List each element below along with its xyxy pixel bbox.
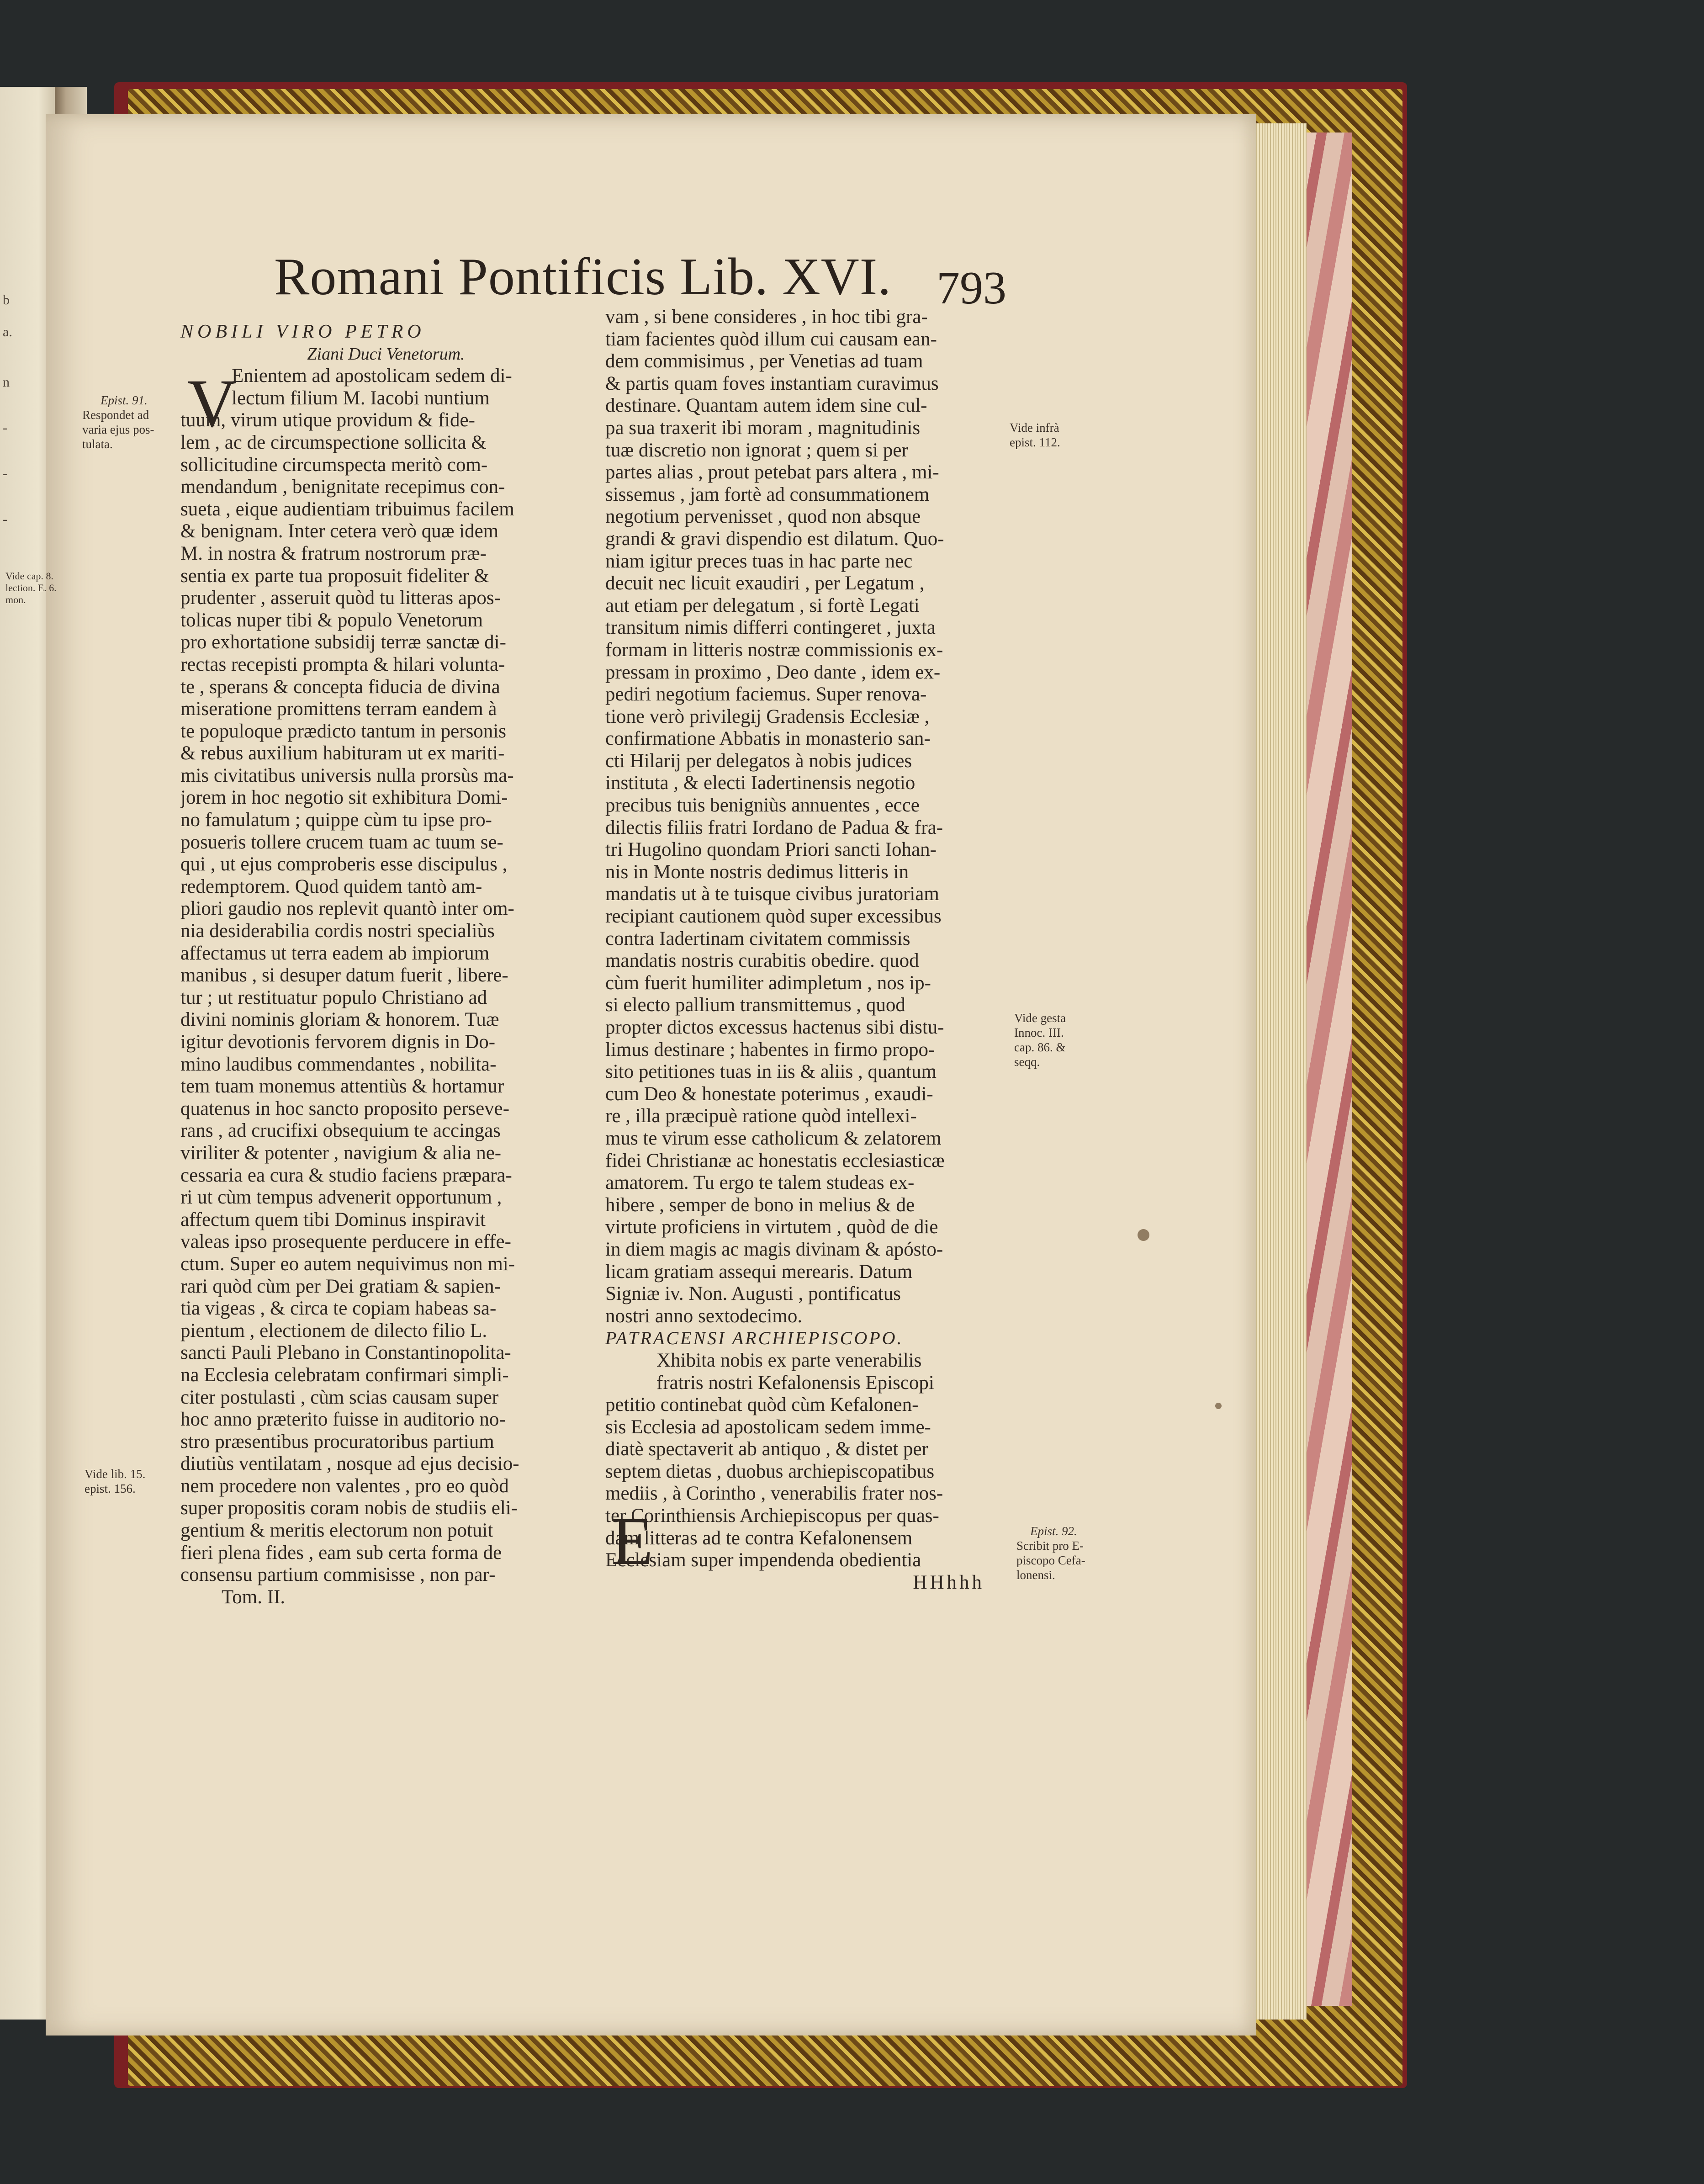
text-line: fieri plena fides , eam sub certa forma de	[180, 1542, 502, 1564]
text-line: super propositis coram nobis de studiis eli-	[180, 1497, 518, 1519]
text-line: si electo pallium transmittemus , quod	[605, 994, 905, 1016]
text-line: sissemus , jam fortè ad consummationem	[605, 483, 930, 505]
margin-note-fragment	[5, 570, 57, 606]
text-line: HHhhh	[913, 1571, 984, 1593]
text-line: sito petitiones tuas in iis & aliis , quantum	[605, 1061, 937, 1083]
text-line: te populoque prædicto tantum in personis	[180, 720, 506, 742]
note-line: Scribit pro E-	[1016, 1539, 1084, 1553]
drop-cap-e: E	[611, 1503, 653, 1579]
text-line: & rebus auxilium habituram ut ex mariti-	[180, 742, 505, 764]
text-line: mendandum , benignitate recepimus con-	[180, 476, 505, 498]
text-line: gentium & meritis electorum non potuit	[180, 1520, 493, 1542]
text-line: prudenter , asseruit quòd tu litteras apos-	[180, 587, 501, 609]
text-line: Xhibita nobis ex parte venerabilis	[656, 1349, 922, 1371]
text-line: affectamus ut terra eadem ab impiorum	[180, 942, 490, 964]
text-line: precibus tuis benigniùs annuentes , ecce	[605, 795, 920, 816]
text-line: petitio continebat quòd cùm Kefalonen-	[605, 1394, 919, 1416]
text-line: mus te virum esse catholicum & zelatorem	[605, 1127, 942, 1149]
text-line: pientum , electionem de dilecto filio L.	[180, 1320, 487, 1341]
text-line: recipiant cautionem quòd super excessibus	[605, 906, 942, 928]
text-line: cùm fuerit humiliter adimpletum , nos ip-	[605, 972, 931, 994]
margin-note-vide-infra	[1010, 420, 1060, 450]
text-line: rectas recepisti prompta & hilari volunta-	[180, 653, 505, 675]
text-line: NOBILI VIRO PETRO	[180, 321, 425, 342]
text-line: tem tuam monemus attentiùs & hortamur	[180, 1076, 504, 1097]
facing-page-fragment: -	[3, 420, 7, 435]
note-line: Vide infrà	[1010, 421, 1059, 435]
text-line: fidei Christianæ ac honestatis ecclesiasticæ	[605, 1150, 945, 1172]
text-line: virtute proficiens in virtutem , quòd de die	[605, 1216, 938, 1238]
text-line: Enientem ad apostolicam sedem di-	[232, 365, 512, 387]
text-line: transitum nimis differri contingeret , juxta	[605, 617, 936, 639]
text-line: sis Ecclesia ad apostolicam sedem imme-	[605, 1416, 931, 1438]
text-line: pressam in proximo , Deo dante , idem ex-	[605, 661, 941, 683]
text-line: qui , ut ejus comproberis esse discipulus ,	[180, 853, 508, 875]
text-line: sueta , eique audientiam tribuimus facilem	[180, 498, 514, 520]
note-line: Epist. 91.	[101, 393, 148, 407]
text-line: M. in nostra & fratrum nostrorum præ-	[180, 542, 487, 564]
text-line: manibus , si desuper datum fuerit , libere-	[180, 965, 508, 986]
note-line: seqq.	[1014, 1055, 1040, 1069]
text-line: Signiæ iv. Non. Augusti , pontificatus	[605, 1283, 901, 1305]
text-line: niam igitur preces tuas in hac parte nec	[605, 550, 913, 572]
text-line: cessaria ea cura & studio faciens præpara-	[180, 1164, 512, 1186]
text-line: partes alias , prout petebat pars altera , mi-	[605, 461, 939, 483]
drop-cap-v: V	[187, 366, 237, 441]
text-line: sancti Pauli Plebano in Constantinopolita-	[180, 1342, 511, 1364]
text-line: pro exhortatione subsidij terræ sanctæ di-	[180, 631, 506, 653]
foxing-spot	[1215, 1403, 1222, 1409]
margin-note-epist-91	[82, 393, 154, 451]
text-line: limus destinare ; habentes in firmo propo-	[605, 1039, 935, 1060]
text-line: tur ; ut restituatur populo Christiano ad	[180, 986, 487, 1008]
text-line: aut etiam per delegatum , si fortè Legati	[605, 594, 920, 616]
text-line: igitur devotionis fervorem dignis in Do-	[180, 1031, 496, 1053]
text-line: redemptorem. Quod quidem tantò am-	[180, 875, 482, 897]
note-line: Vide gesta	[1014, 1011, 1066, 1025]
text-line: dem commisimus , per Venetias ad tuam	[605, 350, 923, 372]
text-line: jorem in hoc negotio sit exhibitura Domi-	[180, 787, 508, 809]
text-line: consensu partium commisisse , non par-	[180, 1564, 496, 1586]
facing-page-fragment: n	[3, 375, 10, 390]
text-line: hibere , semper de bono in melius & de	[605, 1194, 915, 1216]
note-line: mon.	[5, 594, 26, 605]
facing-page-fragment: b	[3, 292, 10, 307]
left-text-column	[180, 321, 592, 1608]
text-line: posueris tollere crucem tuam ac tuum se-	[180, 831, 503, 853]
text-line: & benignam. Inter cetera verò quæ idem	[180, 520, 499, 542]
facing-page-fragment: -	[3, 466, 7, 481]
text-line: contra Iadertinam civitatem commissis	[605, 928, 910, 949]
text-line: nostri anno sextodecimo.	[605, 1305, 803, 1327]
text-line: Tom. II.	[222, 1586, 286, 1608]
text-line: pliori gaudio nos replevit quantò inter om-	[180, 898, 514, 920]
text-line: grandi & gravi dispendio est dilatum. Quo-	[605, 528, 944, 550]
text-line: valeas ipso prosequente perducere in effe-	[180, 1231, 511, 1253]
note-line: cap. 86. &	[1014, 1040, 1066, 1054]
text-line: nis in Monte nostris dedimus litteris in	[605, 861, 909, 883]
text-line: lectum filium M. Iacobi nuntium	[232, 387, 490, 409]
text-line: tuum, virum utique providum & fide-	[180, 409, 475, 431]
text-line: sentia ex parte tua proposuit fideliter &	[180, 565, 489, 587]
margin-note-vide-lib-15	[85, 1467, 145, 1496]
text-line: tia vigeas , & circa te copiam habeas sa-	[180, 1298, 497, 1320]
text-line: sollicitudine circumspecta meritò com-	[180, 454, 488, 476]
text-line: miseratione promittens terram eandem à	[180, 698, 497, 720]
text-line: na Ecclesia celebratam confirmari simpli-	[180, 1364, 509, 1386]
text-line: re , illa præcipuè ratione quòd intellexi-	[605, 1105, 917, 1127]
text-line: diutiùs ventilatam , nosque ad ejus decisio-	[180, 1453, 519, 1475]
text-line: no famulatum ; quippe cùm tu ipse pro-	[180, 809, 492, 831]
note-line: epist. 112.	[1010, 435, 1060, 449]
text-line: dam litteras ad te contra Kefalonensem	[605, 1527, 913, 1549]
text-line: hoc anno præterito fuisse in auditorio no-	[180, 1409, 506, 1431]
note-line: piscopo Cefa-	[1016, 1553, 1085, 1567]
text-line: confirmatione Abbatis in monasterio san-	[605, 728, 931, 750]
note-line: epist. 156.	[85, 1482, 136, 1495]
note-line: Vide cap. 8.	[5, 570, 53, 582]
note-line: Respondet ad	[82, 408, 149, 422]
text-line: in diem magis ac magis divinam & apósto-	[605, 1238, 943, 1260]
text-line: mandatis ut à te tuisque civibus juratoriam	[605, 883, 939, 905]
page-number: 793	[937, 262, 1006, 314]
text-line: affectum quem tibi Dominus inspiravit	[180, 1209, 486, 1230]
note-line: Epist. 92.	[1030, 1524, 1077, 1538]
text-line: ctum. Super eo autem nequivimus non mi-	[180, 1253, 515, 1275]
text-line: destinare. Quantam autem idem sine cul-	[605, 395, 927, 417]
text-line: mino laudibus commendantes , nobilita-	[180, 1053, 497, 1075]
text-line: tione verò privilegij Gradensis Ecclesiæ ,	[605, 705, 930, 727]
margin-note-epist-92	[1016, 1524, 1085, 1582]
text-line: Ecclesiam super impendenda obedientia	[605, 1549, 921, 1571]
text-line: mandatis nostris curabitis obedire. quod	[605, 950, 919, 972]
text-line: lem , ac de circumspectione sollicita &	[180, 431, 487, 453]
note-line: Innoc. III.	[1014, 1026, 1064, 1039]
text-line: formam in litteris nostræ commissionis ex-	[605, 639, 943, 661]
foxing-spot	[1138, 1229, 1149, 1241]
text-line: tolicas nuper tibi & populo Venetorum	[180, 609, 483, 631]
page-edges	[1252, 123, 1307, 2020]
text-line: fratris nostri Kefalonensis Episcopi	[656, 1372, 934, 1394]
text-line: pediri negotium faciemus. Super renova-	[605, 684, 927, 705]
note-line: Vide lib. 15.	[85, 1467, 146, 1481]
note-line: lection. E. 6.	[5, 582, 57, 594]
text-line: mis civitatibus universis nulla prorsùs ma-	[180, 764, 514, 786]
text-line: viriliter & potenter , navigium & alia ne-	[180, 1142, 502, 1164]
text-line: tri Hugolino quondam Priori sancti Iohan-	[605, 839, 937, 861]
running-head: Romani Pontificis Lib. XVI.	[274, 248, 892, 306]
text-line: nem procedere non valentes , pro eo quòd	[180, 1475, 509, 1497]
text-line: tuæ discretio non ignorat ; quem si per	[605, 439, 908, 461]
text-line: stro præsentibus procuratoribus partium	[180, 1431, 494, 1452]
text-line: quatenus in hoc sancto proposito perseve-	[180, 1097, 510, 1119]
text-line: citer postulasti , cùm scias causam super	[180, 1386, 499, 1408]
note-line: tulata.	[82, 437, 113, 451]
text-line: ri ut cùm tempus advenerit opportunum ,	[180, 1187, 502, 1209]
text-line: pa sua traxerit ibi moram , magnitudinis	[605, 417, 921, 439]
right-text-column	[605, 306, 1016, 1594]
text-line: tiam facientes quòd illum cui causam ean-	[605, 328, 937, 350]
text-line: cti Hilarij per delegatos à nobis judices	[605, 750, 912, 772]
text-line: & partis quam foves instantiam curavimus	[605, 372, 939, 394]
text-line: negotium pervenisset , quod non absque	[605, 506, 921, 528]
text-line: rans , ad crucifixi obsequium te accingas	[180, 1120, 501, 1142]
text-line: ter Corinthiensis Archiepiscopus per quas-	[605, 1505, 939, 1527]
text-line: vam , si bene consideres , in hoc tibi gra-	[605, 306, 928, 328]
text-line: dilectis filiis fratri Iordano de Padua & fra-	[605, 816, 943, 838]
note-line: varia ejus pos-	[82, 423, 154, 436]
facing-page-fragment: a.	[3, 324, 12, 339]
text-line: decuit nec licuit exaudiri , per Legatum ,	[605, 573, 925, 594]
text-line: rari quòd cùm per Dei gratiam & sapien-	[180, 1275, 501, 1297]
text-line: divini nominis gloriam & honorem. Tuæ	[180, 1009, 499, 1031]
text-line: instituta , & electi Iadertinensis negotio	[605, 772, 916, 794]
text-line: nia desiderabilia cordis nostri specialiùs	[180, 920, 495, 942]
text-line: cum Deo & honestate poterimus , exaudi-	[605, 1083, 933, 1105]
note-line: lonensi.	[1016, 1568, 1055, 1582]
margin-note-vide-gesta	[1014, 1011, 1066, 1069]
text-line: amatorem. Tu ergo te talem studeas ex-	[605, 1172, 915, 1194]
facing-page-fragment: -	[3, 512, 7, 527]
text-line: propter dictos excessus hactenus sibi distu-	[605, 1017, 944, 1038]
text-line: diatè spectaverit ab antiquo , & distet per	[605, 1438, 928, 1460]
text-line: Ziani Duci Venetorum.	[307, 344, 465, 364]
text-line: PATRACENSI ARCHIEPISCOPO.	[605, 1328, 904, 1349]
text-line: licam gratiam assequi merearis. Datum	[605, 1261, 913, 1283]
text-line: te , sperans & concepta fiducia de divina	[180, 676, 500, 698]
text-line: septem dietas , duobus archiepiscopatibus	[605, 1460, 935, 1482]
text-line: mediis , à Corintho , venerabilis frater nos-	[605, 1483, 943, 1505]
